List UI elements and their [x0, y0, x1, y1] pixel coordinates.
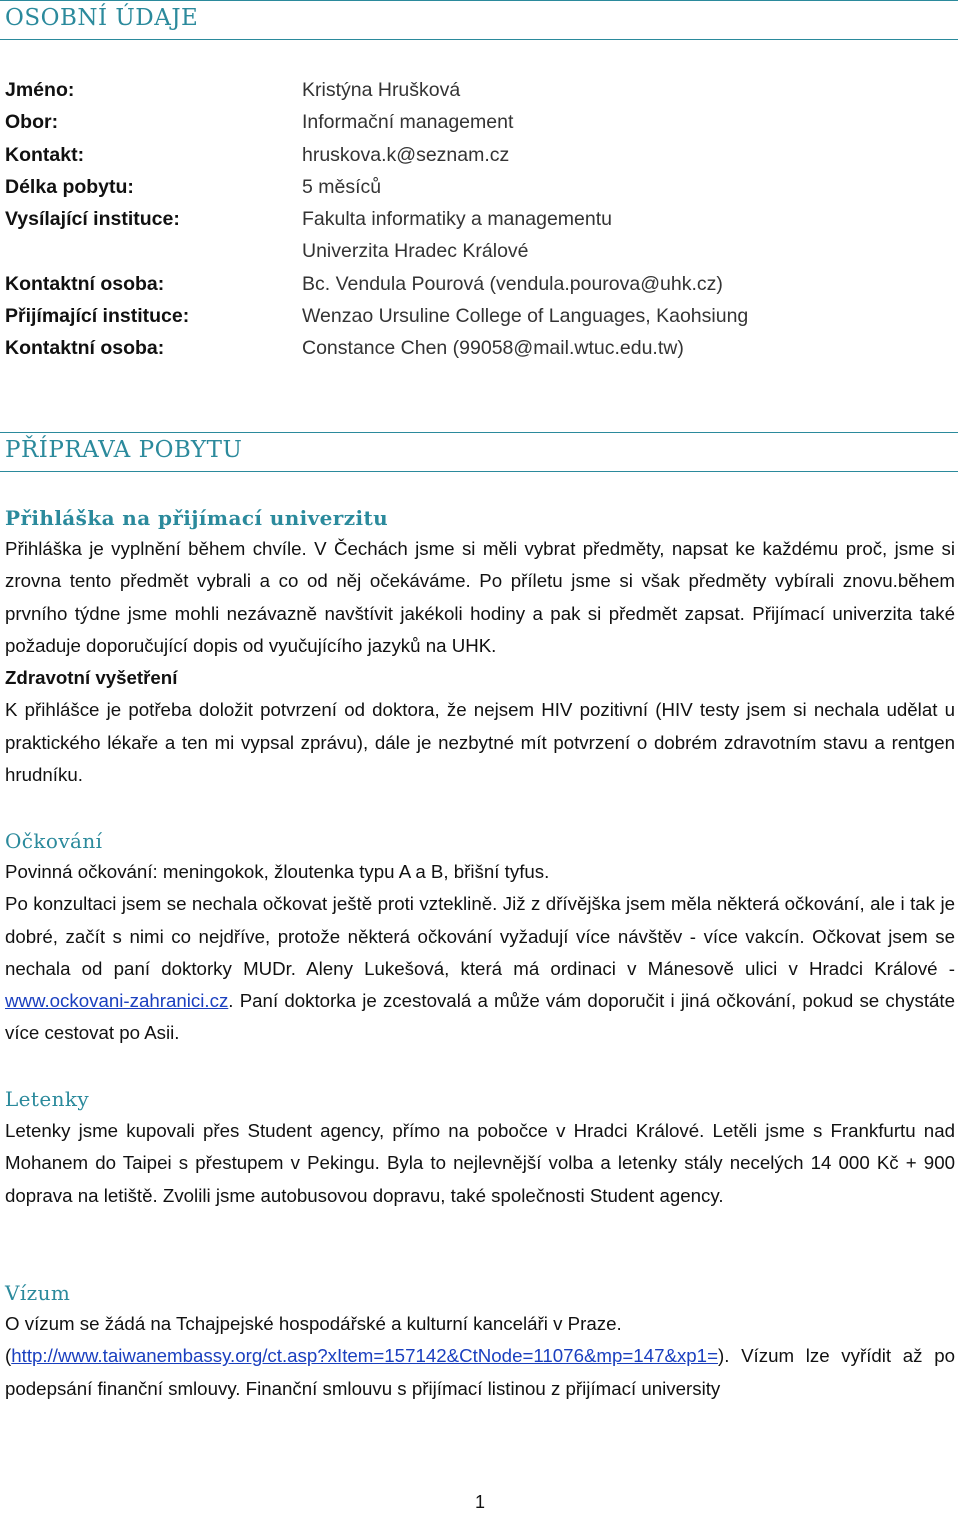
application-section: [5, 533, 955, 791]
info-row: [5, 171, 905, 203]
visa-paren: (: [5, 1345, 12, 1367]
vaccination-text-end: . Paní doktorka je zcestovalá a může vám doporučit i jiná očkování, pokud se chystáte více cestovat po Asii.: [5, 990, 955, 1044]
info-value: Univerzita Hradec Králové: [302, 240, 529, 263]
info-value: Constance Chen (99058@mail.wtuc.edu.tw): [302, 337, 684, 360]
info-row: [5, 268, 905, 300]
info-label: Délka pobytu:: [5, 175, 134, 198]
subheading-visa: Vízum: [5, 1281, 71, 1305]
health-paragraph: K přihlášce je potřeba doložit potvrzení od doktora, že nejsem HIV pozitivní (HIV testy jsem si nechala udělat u praktického lékaře a ten mi vypsal zprávu), dále je nezbytné mít potvrzení o dobrém zdravotním stavu a rentgen hrudníku.: [5, 699, 955, 786]
info-value: Wenzao Ursuline College of Languages, Kaohsiung: [302, 305, 749, 328]
info-value: Informační management: [302, 111, 514, 134]
info-value: Fakulta informatiky a managementu: [302, 208, 612, 231]
info-row: [5, 106, 905, 138]
info-row: [5, 235, 905, 267]
info-label: Přijímající instituce:: [5, 305, 190, 328]
info-label: Kontakt:: [5, 143, 85, 166]
info-row: [5, 332, 905, 364]
tickets-section: [5, 1115, 955, 1212]
subheading-vaccination: Očkování: [5, 829, 103, 853]
vaccination-mandatory: Povinná očkování: meningokok, žloutenka typu A a B, břišní tyfus.: [5, 861, 550, 882]
subheading-tickets: Letenky: [5, 1087, 90, 1111]
visa-office: O vízum se žádá na Tchajpejské hospodářské a kulturní kanceláři v Praze.: [5, 1313, 622, 1334]
section-heading-preparation: PŘÍPRAVA POBYTU: [0, 432, 958, 472]
section-heading-personal: OSOBNÍ ÚDAJE: [0, 0, 958, 40]
info-label: Kontaktní osoba:: [5, 272, 165, 295]
page-number: 1: [474, 1492, 485, 1512]
tickets-paragraph: Letenky jsme kupovali přes Student agency, přímo na pobočce v Hradci Králové. Letěli jsme s Frankfurtu nad Mohanem do Taipei s přestupem v Pekingu. Byla to nejlevnější volba a letenky stály necelých 14 000 Kč + 900 doprava na letiště. Zvolili jsme autobusovou dopravu, také společnosti Student agency.: [5, 1120, 955, 1206]
info-value: Kristýna Hrušková: [302, 79, 461, 101]
info-row: [5, 74, 905, 106]
info-label: Vysílající instituce:: [5, 208, 180, 231]
application-paragraph: Přihláška je vyplnění během chvíle. V Čechách jsme si měli vybrat předměty, napsat ke každému proč, jsme si zrovna tento předmět vybrali a co od něj očekáváme. Po příletu jsme si však předměty vybírali znovu.během prvního týdne jsme mohli nezávazně navštívit jakékoli hodiny a pak si předmět zapsat. Přijímací univerzita také požaduje doporučující dopis od vyučujícího jazyků na UHK.: [5, 538, 955, 656]
info-label: Obor:: [5, 111, 59, 134]
info-value: Bc. Vendula Pourová (vendula.pourova@uhk.cz): [302, 272, 723, 295]
info-row: [5, 203, 905, 235]
visa-section: [5, 1308, 955, 1405]
info-label: Jméno:: [5, 79, 75, 101]
visa-text: ). Vízum lze vyřídit až po podepsání finanční smlouvy. Finanční smlouvu s přijímací listinou z přijímací university: [5, 1345, 955, 1399]
visa-link[interactable]: http://www.taiwanembassy.org/ct.asp?xItem=157142&CtNode=11076&mp=147&xp1=: [11, 1345, 718, 1367]
health-heading: Zdravotní vyšetření: [5, 667, 178, 689]
personal-info-table: [5, 74, 905, 365]
vaccination-link[interactable]: www.ockovani-zahranici.cz: [5, 990, 229, 1012]
info-value: 5 měsíců: [302, 175, 382, 198]
visa-paragraph: [5, 1340, 955, 1405]
vaccination-section: [5, 856, 955, 1050]
info-row: [5, 139, 905, 171]
vaccination-paragraph: [5, 888, 955, 1049]
vaccination-text: Po konzultaci jsem se nechala očkovat ještě proti vzteklině. Již z dřívějška jsem měla některá očkování, ale i tak je dobré, začít s nimi co nejdříve, protože některá očkování vyžadují více návštěv - více vakcín. Očkovat jsem se nechala od paní doktorky MUDr. Aleny Lukešová, která má ordinaci v Mánesově ulici v Hradci Králové -: [5, 893, 955, 979]
subheading-application: Přihláška na přijímací univerzitu: [5, 506, 389, 530]
info-row: [5, 300, 905, 332]
info-value: hruskova.k@seznam.cz: [302, 143, 510, 166]
info-label: Kontaktní osoba:: [5, 337, 165, 360]
